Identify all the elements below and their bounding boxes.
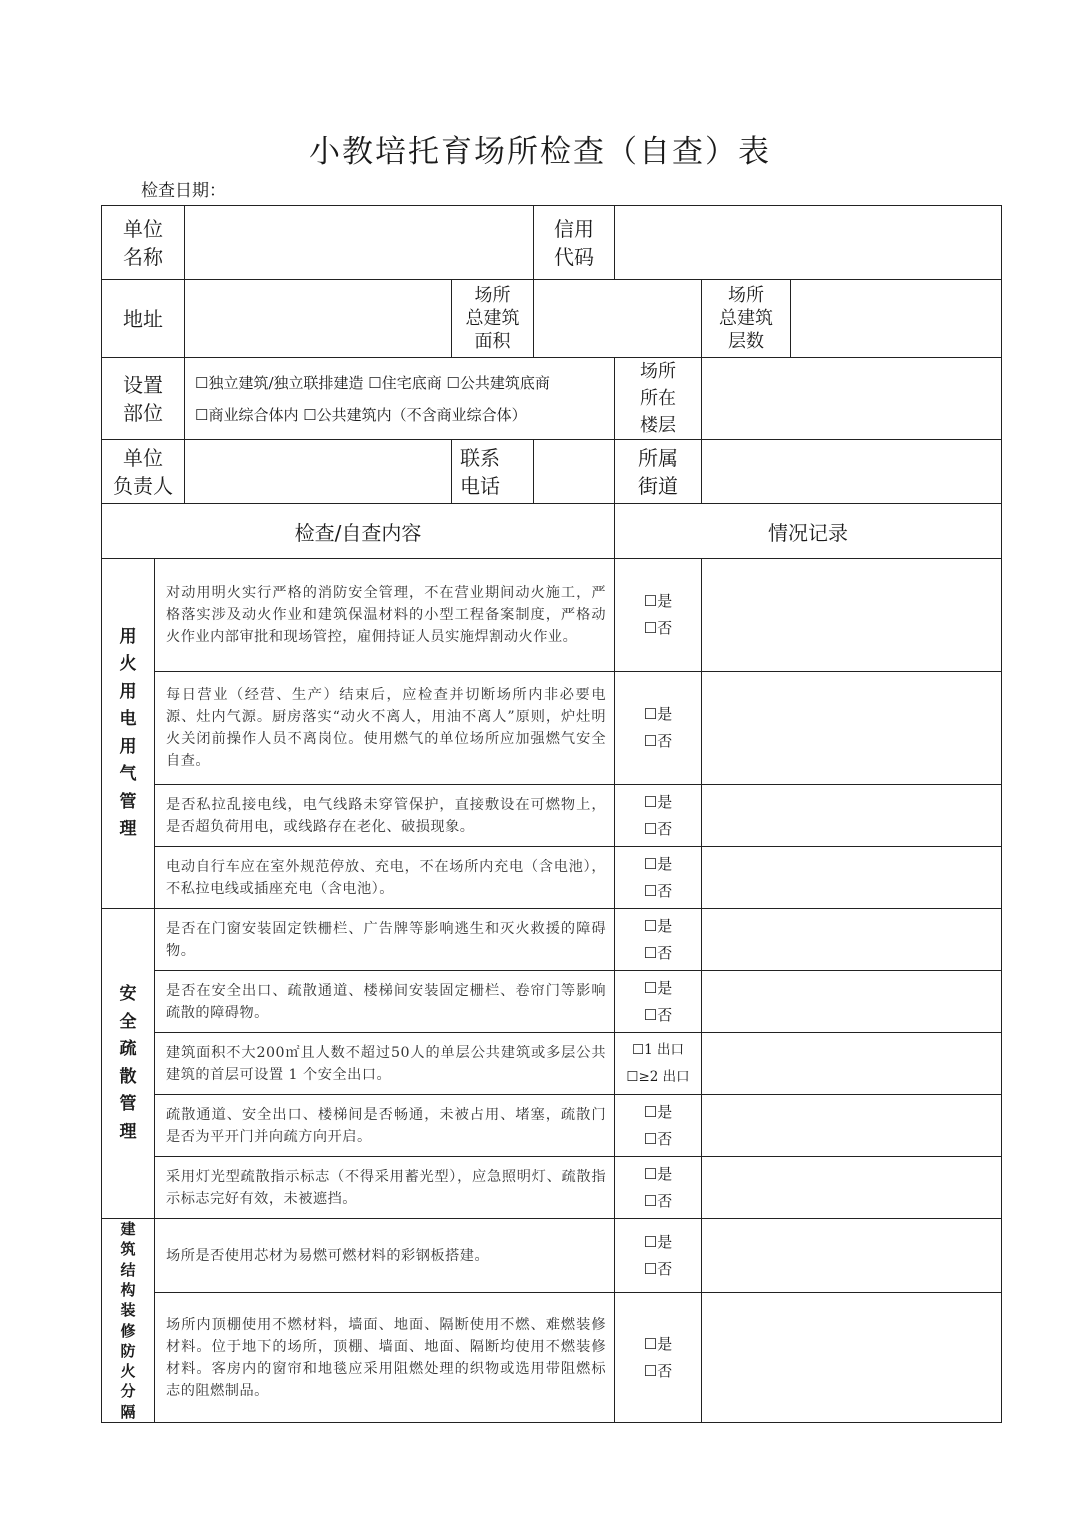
check-item-text: 是否在门窗安装固定铁栅栏、广告牌等影响逃生和灭火救援的障碍物。 — [155, 909, 615, 971]
table-row — [102, 971, 1002, 1033]
page-title: 小教培托育场所检查（自查）表 — [309, 134, 771, 170]
category-building-structure: 建 筑 结 构 装 修 防 火 分 隔 — [102, 1219, 155, 1423]
yes-no-checkbox[interactable]: ☐是 ☐否 — [615, 1095, 702, 1157]
credit-code-field[interactable] — [615, 206, 1002, 280]
content-header: 检查/自查内容 — [102, 504, 615, 559]
check-item-text: 电动自行车应在室外规范停放、充电，不在场所内充电（含电池），不私拉电线或插座充电（含电池）。 — [155, 847, 615, 909]
responsible-field[interactable] — [185, 440, 452, 504]
phone-label: 联系 电话 — [452, 440, 534, 504]
record-field[interactable] — [702, 971, 1002, 1033]
location-options[interactable] — [185, 358, 615, 440]
yes-no-checkbox[interactable]: ☐是 ☐否 — [615, 785, 702, 847]
table-row — [102, 1033, 1002, 1095]
table-row — [102, 1293, 1002, 1423]
record-field[interactable] — [702, 1157, 1002, 1219]
record-header: 情况记录 — [615, 504, 1002, 559]
exit-count-checkbox[interactable]: ☐1 出口 ☐≥2 出口 — [615, 1033, 702, 1095]
check-item-text: 疏散通道、安全出口、楼梯间是否畅通，未被占用、堵塞，疏散门是否为平开门并向疏方向开启。 — [155, 1095, 615, 1157]
yes-no-checkbox[interactable]: ☐是 ☐否 — [615, 559, 702, 672]
yes-no-checkbox[interactable]: ☐是 ☐否 — [615, 1157, 702, 1219]
unit-name-field[interactable] — [185, 206, 534, 280]
credit-code-label: 信用 代码 — [534, 206, 615, 280]
check-item-text: 场所内顶棚使用不燃材料，墙面、地面、隔断使用不燃、难燃装修材料。位于地下的场所，顶棚、墙面、地面、隔断均使用不燃装修材料。客房内的窗帘和地毯应采用阻燃处理的织物或选用带阻燃标志的阻燃制品。 — [155, 1293, 615, 1423]
table-row — [102, 909, 1002, 971]
location-options-line2[interactable]: ☐商业综合体内 ☐公共建筑内（不含商业综合体） — [195, 405, 527, 424]
address-label: 地址 — [102, 280, 185, 358]
floor-located-label: 场所 所在 楼层 — [615, 358, 702, 440]
check-item-text: 建筑面积不大200㎡且人数不超过50人的单层公共建筑或多层公共建筑的首层可设置 1 个安全出口。 — [155, 1033, 615, 1095]
phone-field[interactable] — [534, 440, 615, 504]
category-safe-evacuation: 安 全 疏 散 管 理 — [102, 909, 155, 1219]
record-field[interactable] — [702, 785, 1002, 847]
record-field[interactable] — [702, 1095, 1002, 1157]
street-field[interactable] — [702, 440, 1002, 504]
record-field[interactable] — [702, 1219, 1002, 1293]
record-field[interactable] — [702, 1293, 1002, 1423]
inspection-table — [101, 205, 1002, 1423]
address-field[interactable] — [185, 280, 452, 358]
street-label: 所属 街道 — [615, 440, 702, 504]
building-floors-field[interactable] — [791, 280, 1002, 358]
record-field[interactable] — [702, 672, 1002, 785]
yes-no-checkbox[interactable]: ☐是 ☐否 — [615, 909, 702, 971]
table-row — [102, 847, 1002, 909]
building-area-field[interactable] — [534, 280, 702, 358]
building-floors-label: 场所 总建筑 层数 — [702, 280, 791, 358]
unit-name-label: 单位 名称 — [102, 206, 185, 280]
record-field[interactable] — [702, 1033, 1002, 1095]
record-field[interactable] — [702, 909, 1002, 971]
location-label: 设置 部位 — [102, 358, 185, 440]
check-item-text: 对动用明火实行严格的消防安全管理，不在营业期间动火施工，严格落实涉及动火作业和建筑保温材料的小型工程备案制度，严格动火作业内部审批和现场管控，雇佣持证人员实施焊割动火作业。 — [155, 559, 615, 672]
yes-no-checkbox[interactable]: ☐是 ☐否 — [615, 672, 702, 785]
check-item-text: 是否在安全出口、疏散通道、楼梯间安装固定栅栏、卷帘门等影响疏散的障碍物。 — [155, 971, 615, 1033]
responsible-label: 单位 负责人 — [102, 440, 185, 504]
record-field[interactable] — [702, 847, 1002, 909]
yes-no-checkbox[interactable]: ☐是 ☐否 — [615, 971, 702, 1033]
check-item-text: 场所是否使用芯材为易燃可燃材料的彩钢板搭建。 — [155, 1219, 615, 1293]
category-fire-electric-gas: 用 火 用 电 用 气 管 理 — [102, 559, 155, 909]
table-row — [102, 672, 1002, 785]
building-area-label: 场所 总建筑 面积 — [452, 280, 534, 358]
check-item-text: 采用灯光型疏散指示标志（不得采用蓄光型），应急照明灯、疏散指示标志完好有效，未被遮挡。 — [155, 1157, 615, 1219]
check-date-label: 检查日期： — [141, 181, 226, 201]
yes-no-checkbox[interactable]: ☐是 ☐否 — [615, 1293, 702, 1423]
table-row — [102, 1219, 1002, 1293]
location-options-line1[interactable]: ☐独立建筑/独立联排建造 ☐住宅底商 ☐公共建筑底商 — [195, 373, 550, 392]
table-row — [102, 559, 1002, 672]
table-row — [102, 1095, 1002, 1157]
check-item-text: 每日营业（经营、生产）结束后，应检查并切断场所内非必要电源、灶内气源。厨房落实“动火不离人，用油不离人”原则，炉灶明火关闭前操作人员不离岗位。使用燃气的单位场所应加强燃气安全自查。 — [155, 672, 615, 785]
yes-no-checkbox[interactable]: ☐是 ☐否 — [615, 847, 702, 909]
table-row — [102, 1157, 1002, 1219]
floor-located-field[interactable] — [702, 358, 1002, 440]
table-row — [102, 785, 1002, 847]
record-field[interactable] — [702, 559, 1002, 672]
check-item-text: 是否私拉乱接电线，电气线路未穿管保护，直接敷设在可燃物上，是否超负荷用电，或线路存在老化、破损现象。 — [155, 785, 615, 847]
yes-no-checkbox[interactable]: ☐是 ☐否 — [615, 1219, 702, 1293]
